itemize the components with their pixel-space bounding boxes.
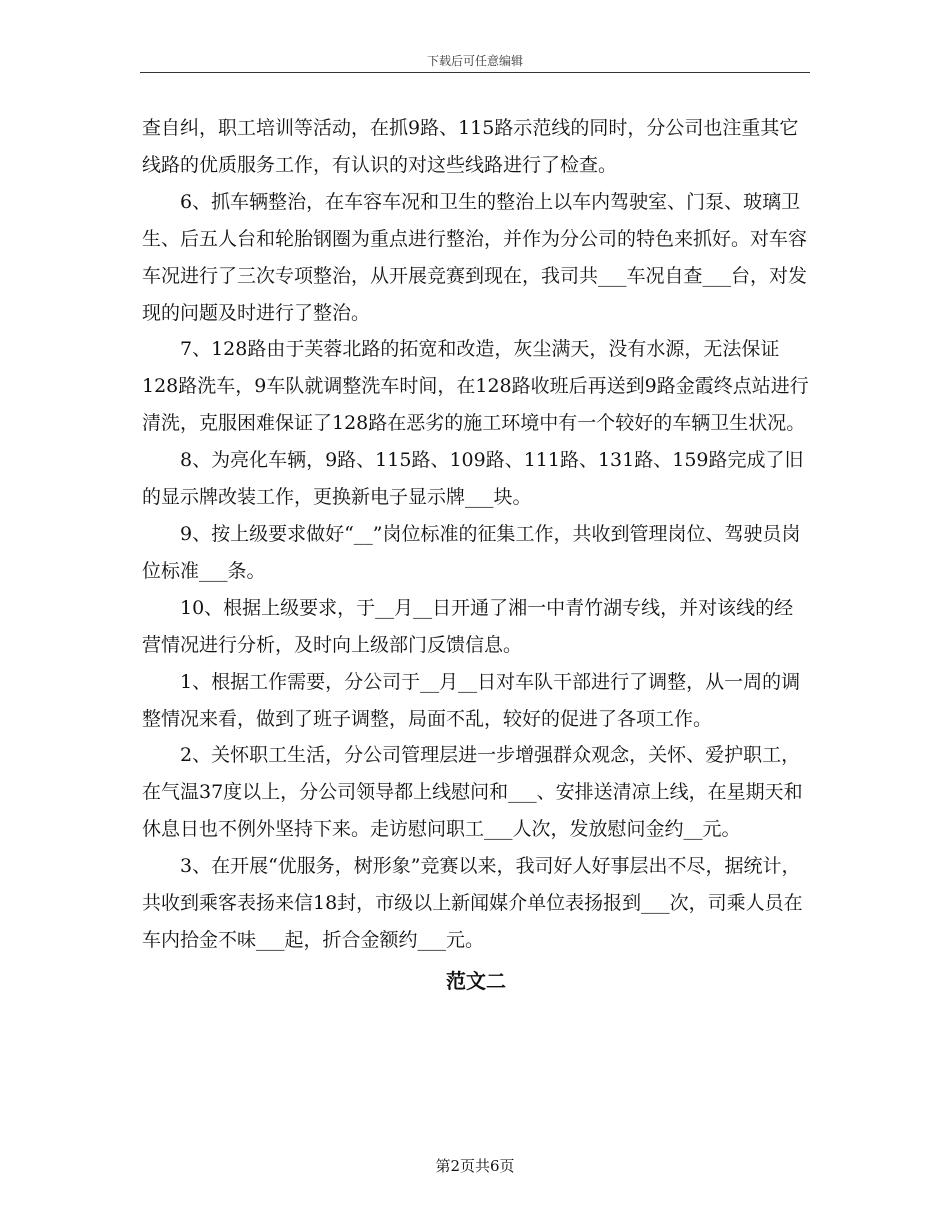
paragraph-item-1: 1、根据工作需要，分公司于__月__日对车队干部进行了调整，从一周的调整情况来看，做到了班子调整，局面不乱，较好的促进了各项工作。	[142, 670, 801, 730]
page-number: 第2页共6页	[435, 1157, 515, 1175]
paragraph-item-6: 6、抓车辆整治，在车容车况和卫生的整治上以车内驾驶室、门泵、玻璃卫生、后五人台和轮胎钢圈为重点进行整治，并作为分公司的特色来抓好。对车容车况进行了三次专项整治，从开展竞赛到现在，我司共___车况自查___台，对发现的问题及时进行了整治。	[142, 190, 808, 324]
section-title: 范文二	[446, 968, 506, 993]
paragraph-item-3: 3、在开展“优服务，树形象”竞赛以来，我司好人好事层出不尽，据统计，共收到乘客表扬来信18封，市级以上新闻媒介单位表扬报到___次，司乘人员在车内拾金不味___起，折合金额约___元。	[142, 855, 803, 951]
paragraph-item-9: 9、按上级要求做好“__”岗位标准的征集工作，共收到管理岗位、驾驶员岗位标准___条。	[142, 522, 801, 582]
page-header: 下载后可任意编辑	[426, 54, 523, 68]
paragraph-item-2: 2、关怀职工生活，分公司管理层进一步增强群众观念，关怀、爱护职工，在气温37度以上，分公司领导都上线慰问和___、安排送清凉上线，在星期天和休息日也不例外坚持下来。走访慰问职工___人次，发放慰问金约__元。	[142, 744, 803, 841]
paragraph-item-8: 8、为亮化车辆，9路、115路、109路、111路、131路、159路完成了旧的显示牌改装工作，更换新电子显示牌___块。	[142, 449, 804, 509]
paragraph-continuation: 查自纠，职工培训等活动，在抓9路、115路示范线的同时，分公司也注重其它线路的优质服务工作，有认识的对这些线路进行了检查。	[142, 117, 799, 176]
paragraph-item-7: 7、128路由于芙蓉北路的拓宽和改造，灰尘满天，没有水源，无法保证128路洗车，9车队就调整洗车时间，在128路收班后再送到9路金霞终点站进行清洗，克服困难保证了128路在恶劣的施工环境中有一个较好的车辆卫生状况。	[142, 338, 809, 435]
paragraph-item-10: 10、根据上级要求，于__月__日开通了湘一中青竹湖专线，并对该线的经营情况进行分析，及时向上级部门反馈信息。	[142, 596, 794, 656]
header-divider	[140, 72, 810, 73]
document-body	[142, 110, 810, 1001]
